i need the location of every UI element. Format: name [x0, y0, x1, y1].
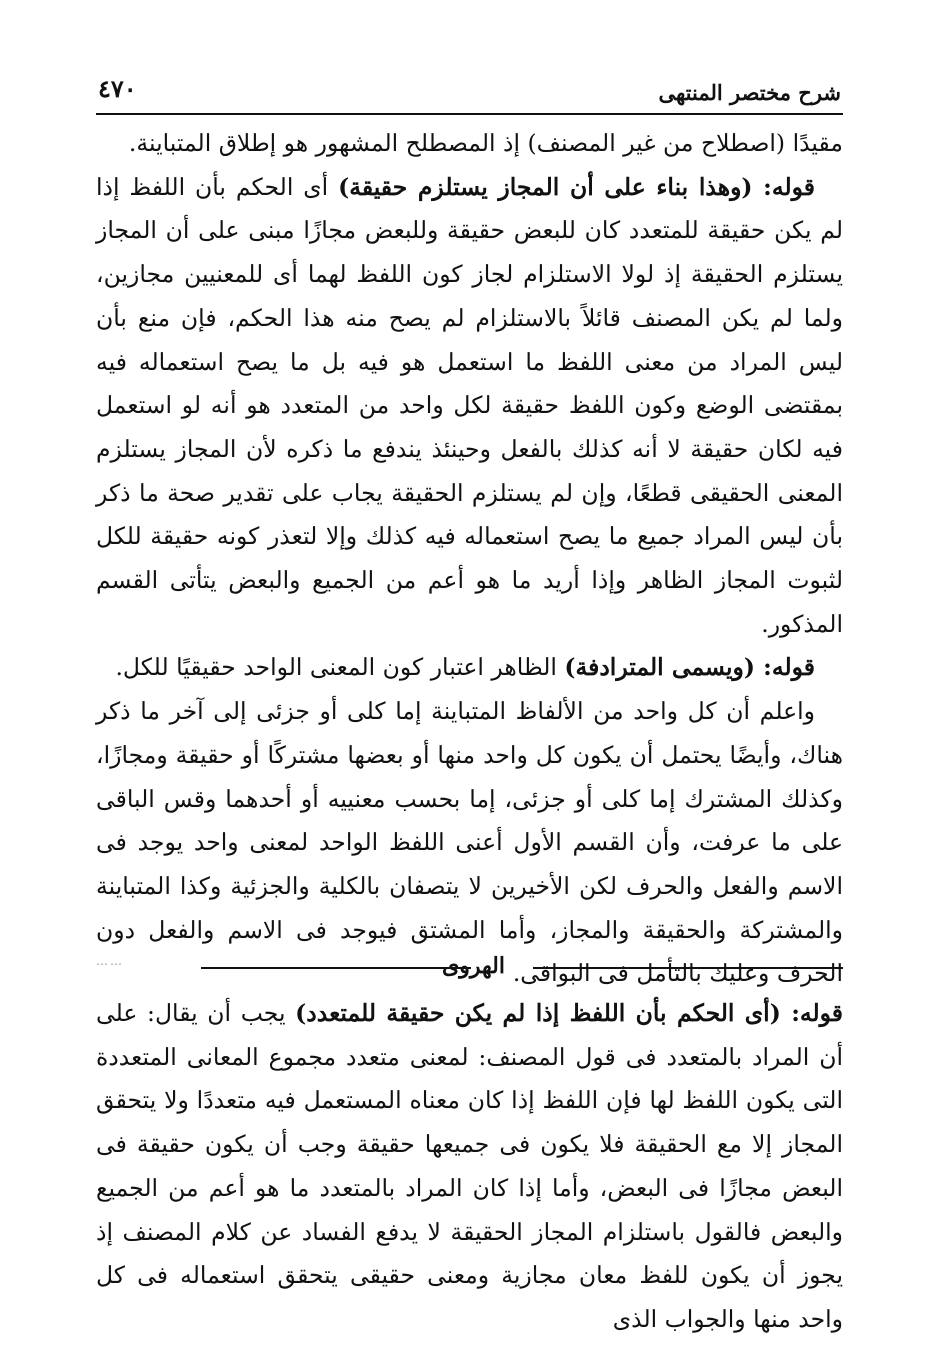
divider-dots: ⋯⋯ — [96, 957, 124, 971]
paragraph-4: واعلم أن كل واحد من الألفاظ المتباينة إما كلى أو جزئى إلى آخر ما ذكر هناك، وأيضًا يحتمل أن يكون كل واحد منها أو بعضها مشتركًا أو حقيقة ومجازًا، وكذلك المشترك إما كلى أو جزئى، إما بحسب معنييه أو أحدهما وقس الباقى على ما عرفت، وأن القسم الأول أعنى اللفظ الواحد لمعنى واحد يوجد فى الاسم والفعل والحرف لكن الأخيرين لا يتصفان بالكلية والجزئية وكذا المتباينة والمشتركة والحقيقة والمجاز، وأما المشتق فيوجد فى الاسم والفعل دون الحرف وعليك بالتأمل فى البواقى. — [96, 697, 843, 988]
commentary-divider — [96, 949, 843, 989]
divider-rule-left — [201, 967, 471, 969]
divider-rule-right — [533, 967, 843, 969]
paragraph-1: مقيدًا (اصطلاح من غير المصنف) إذ المصطلح المشهور هو إطلاق المتباينة. — [128, 129, 843, 157]
commentary-paragraph-1-text: يجب أن يقال: على أن المراد بالمتعدد فى قول المصنف: لمعنى متعدد مجموع المعانى المتعددة التى يكون اللفظ لها فإن اللفظ إذا كان معناه المستعمل فيه متعددًا ولا يتحقق المجاز إلا مع الحقيقة فلا يكون فى جميعها حقيقة وجب أن يكون حقيقة فى البعض مجازًا فى البعض، وأما إذا كان المراد بالمتعدد ما هو أعم من الجميع والبعض فالقول باستلزام المجاز الحقيقة لا يدفع الفساد عن كلام المصنف إذ يجوز أن يكون للفظ معان مجازية ومعنى حقيقى يتحقق استعماله فى كل واحد منها والجواب الذى — [96, 999, 843, 1333]
commentary-paragraph-1-lead: قوله: (أى الحكم بأن اللفظ إذا لم يكن حقيقة للمتعدد) — [295, 999, 844, 1027]
paragraph-2-text: أى الحكم بأن اللفظ إذا لم يكن حقيقة للمتعدد كان للبعض حقيقة وللبعض مجازًا مبنى على أن المجاز يستلزم الحقيقة إذ لولا الاستلزام لجاز كون اللفظ لهما أى للمعنيين مجازين، ولما لم يكن المصنف قائلاً بالاستلزام لم يصح منه هذا الحكم، فإن منع بأن ليس المراد من معنى اللفظ ما استعمل هو فيه بل ما يصح استعماله فيه بمقتضى الوضع وكون اللفظ حقيقة لكل واحد من المتعدد هو أنه لو استعمل فيه لكان حقيقة لا أنه كذلك بالفعل وحينئذ يندفع ما ذكره لأن المجاز يستلزم المعنى الحقيقى قطعًا، وإن لم يستلزم الحقيقة يجاب على تقدير صحة ما ذكر بأن ليس المراد جميع ما يصح استعماله فيه كذلك وإلا لتعذر كونه حقيقة للكل لثبوت المجاز الظاهر وإذا أريد ما هو أعم من الجميع والبعض يتأتى القسم المذكور. — [96, 172, 843, 638]
paragraph-2 — [96, 166, 843, 647]
commentary-text — [96, 992, 843, 1342]
main-text — [96, 122, 843, 996]
paragraph-3-lead: قوله: (ويسمى المترادفة) — [564, 653, 815, 682]
header-rule — [96, 113, 843, 115]
running-title: شرح مختصر المنتهى — [658, 80, 841, 105]
commentary-label: الهروى — [442, 953, 505, 979]
commentary-paragraph-1 — [96, 992, 843, 1342]
paragraph-2-lead: قوله: (وهذا بناء على أن المجاز يستلزم حقيقة) — [338, 172, 815, 201]
paragraph-3-text: الظاهر اعتبار كون المعنى الواحد حقيقيًا للكل. — [115, 653, 565, 682]
page-number: ٤٧٠ — [98, 74, 137, 103]
paragraph-3 — [96, 646, 843, 690]
